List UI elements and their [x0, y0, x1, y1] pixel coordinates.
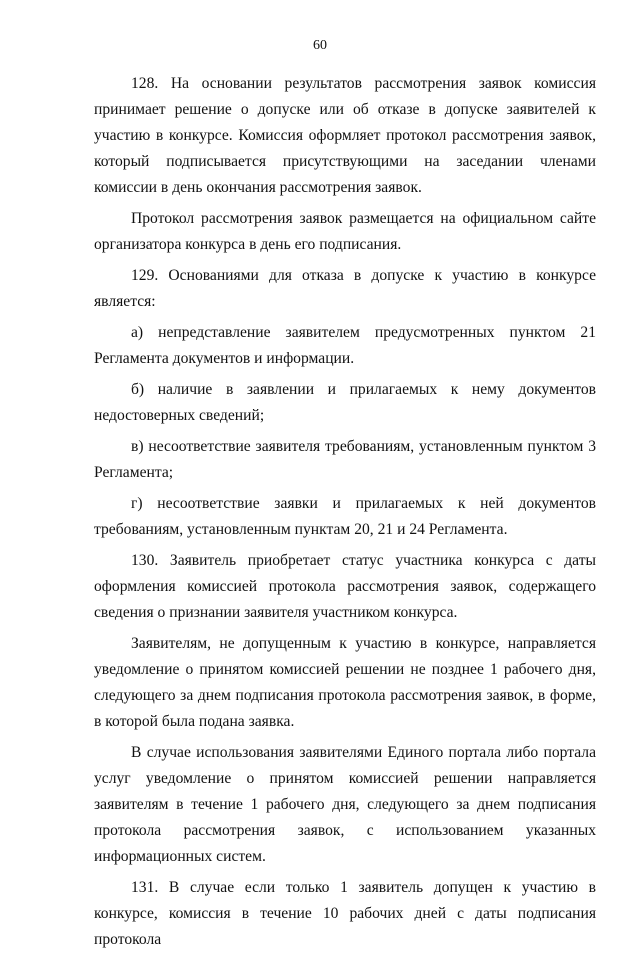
- paragraph-129-v: в) несоответствие заявителя требованиям, установленным пунктом 3 Регламента;: [94, 438, 596, 481]
- paragraph-129-g: г) несоответствие заявки и прилагаемых к ней документов требованиям, установленным пунктам 20, 21 и 24 Регламента.: [94, 495, 596, 538]
- paragraph-rejection-notice: Заявителям, не допущенным к участию в конкурсе, направляется уведомление о принятом комиссией решении не позднее 1 рабочего дня, следующего за днем подписания протокола рассмотрения заявок, в форме, в которой была подана заявка.: [94, 635, 596, 730]
- page-number: 60: [313, 38, 327, 53]
- paragraph-protocol-publication: Протокол рассмотрения заявок размещается на официальном сайте организатора конкурса в день его подписания.: [94, 210, 596, 253]
- paragraph-128: 128. На основании результатов рассмотрения заявок комиссия принимает решение о допуске или об отказе в допуске заявителей к участию в конкурсе. Комиссия оформляет протокол рассмотрения заявок, который подписывается присутствующими на заседании членами комиссии в день окончания рассмотрения заявок.: [94, 75, 596, 196]
- paragraph-129: 129. Основаниями для отказа в допуске к участию в конкурсе является:: [94, 267, 596, 310]
- paragraph-131: 131. В случае если только 1 заявитель допущен к участию в конкурсе, комиссия в течение 10 рабочих дней с даты подписания протокола: [94, 879, 596, 948]
- paragraph-130: 130. Заявитель приобретает статус участника конкурса с даты оформления комиссией протокола рассмотрения заявок, содержащего сведения о признании заявителя участником конкурса.: [94, 552, 596, 621]
- paragraph-portal-notice: В случае использования заявителями Единого портала либо портала услуг уведомление о принятом комиссией решении направляется заявителям в течение 1 рабочего дня, следующего за днем подписания протокола рассмотрения заявок, с использованием указанных информационных систем.: [94, 744, 596, 865]
- paragraph-129-b: б) наличие в заявлении и прилагаемых к нему документов недостоверных сведений;: [94, 381, 596, 424]
- document-body: [94, 71, 596, 958]
- paragraph-129-a: а) непредставление заявителем предусмотренных пунктом 21 Регламента документов и информации.: [94, 324, 596, 367]
